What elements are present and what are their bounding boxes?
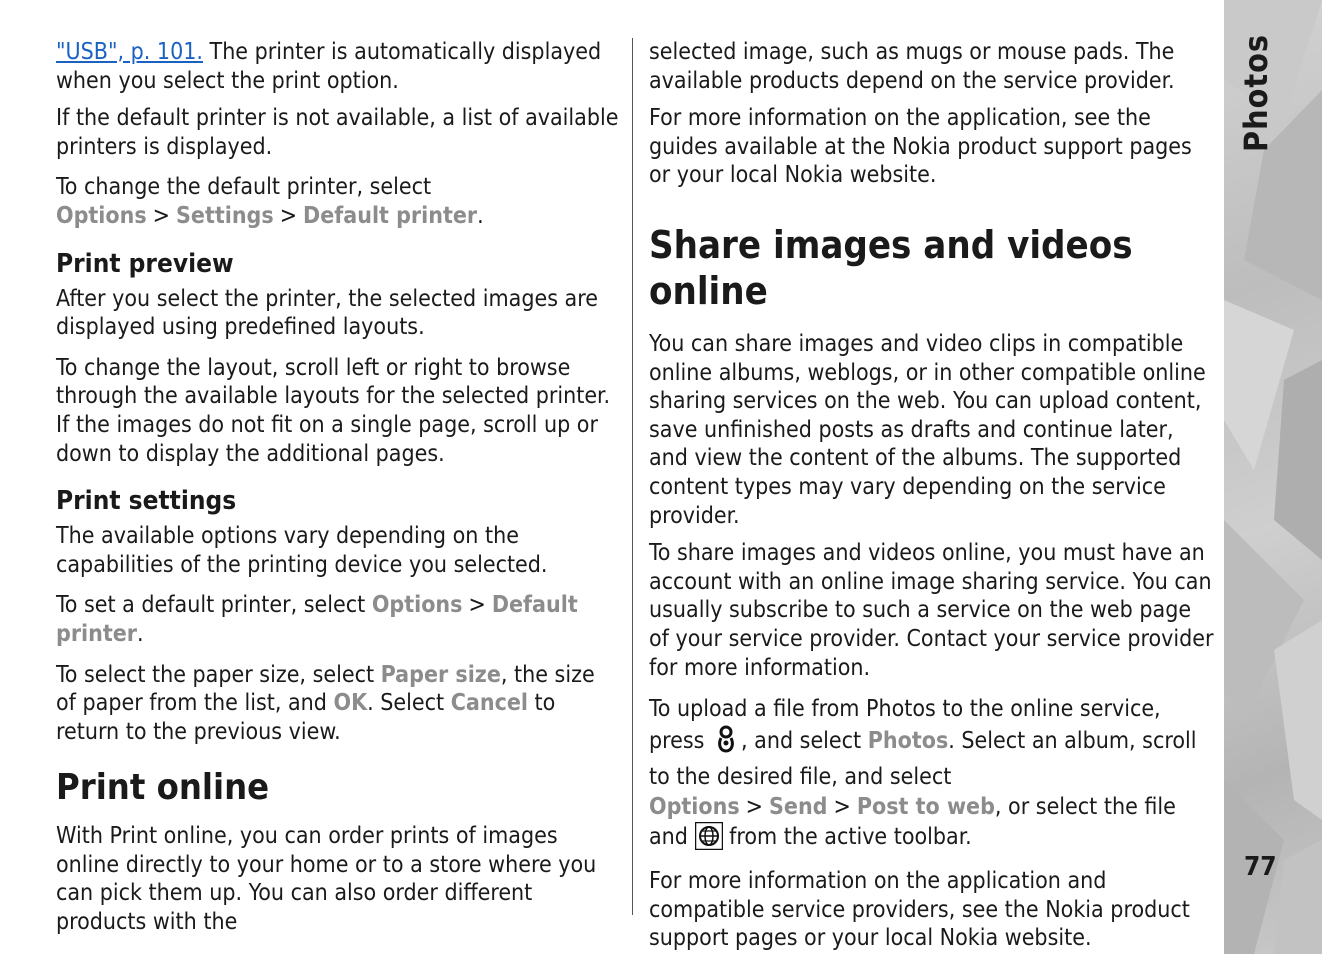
- paragraph-usb-ref: "USB", p. 101. The printer is automatically displayed when you select the print option.: [56, 39, 602, 94]
- menu-paper-size: Paper size: [380, 661, 501, 688]
- page-number: 77: [1244, 852, 1277, 882]
- menu-ok: OK: [333, 690, 368, 717]
- heading-share-online: Share images and videos online: [649, 222, 1133, 313]
- paragraph-print-online: With Print online, you can order prints of images online directly to your home or to a store where you can pick them up. You can also order different products with the: [56, 823, 597, 936]
- menu-settings: Settings: [176, 202, 274, 229]
- section-title: Photos: [1237, 33, 1275, 152]
- menu-send: Send: [769, 794, 828, 821]
- paragraph-more-info: For more information on the application, see the guides available at the Nokia product support pages or your local Nokia website.: [649, 105, 1192, 189]
- paragraph-paper-size: To select the paper size, select Paper size, the size of paper from the list, and OK. Select Cancel to return to the previous view.: [56, 661, 595, 745]
- left-column: [56, 38, 621, 946]
- paragraph-upload: To upload a file from Photos to the online service, press , and select Photos. Select an album, scroll to the desired file, and select Options > Send > Post to web, or select the file and from the active toolbar.: [649, 694, 1214, 858]
- paragraph-options-vary: The available options vary depending on the capabilities of the printing device you selected.: [56, 523, 548, 578]
- menu-cancel: Cancel: [450, 690, 528, 717]
- column-divider: [632, 38, 633, 915]
- paragraph-account: To share images and videos online, you must have an account with an online image sharing service. You can usually subscribe to such a service on the web page of your service provider. Contact your service provider for more information.: [649, 540, 1214, 681]
- usb-link[interactable]: "USB", p. 101.: [56, 39, 203, 65]
- paragraph-preview: After you select the printer, the selected images are displayed using predefined layouts.: [56, 285, 598, 341]
- paragraph-change-printer: To change the default printer, select Options > Settings > Default printer.: [56, 174, 484, 229]
- menu-photos: Photos: [867, 728, 949, 755]
- paragraph-default-printer: If the default printer is not available, a list of available printers is displayed.: [56, 105, 619, 160]
- heading-print-online: Print online: [56, 767, 270, 809]
- menu-options: Options: [649, 794, 740, 821]
- globe-share-icon: [695, 822, 723, 858]
- paragraph-products: selected image, such as mugs or mouse pads. The available products depend on the service provider.: [649, 39, 1175, 94]
- heading-print-settings: Print settings: [56, 486, 237, 517]
- menu-default-printer: Default printer: [303, 202, 478, 229]
- paragraph-set-default: To set a default printer, select Options > Default printer.: [56, 592, 578, 647]
- right-column: [649, 38, 1214, 962]
- paragraph-share-intro: You can share images and video clips in compatible online albums, weblogs, or in other compatible online sharing services on the web. You can upload content, save unfinished posts as drafts and continue later, and view the content of the albums. The supported content types may vary depending on the service provider.: [649, 330, 1206, 529]
- paragraph-more-info-2: For more information on the application and compatible service providers, see the Nokia product support pages or your local Nokia website.: [649, 868, 1190, 952]
- paragraph-layout: To change the layout, scroll left or right to browse through the available layouts for the selected printer. If the images do not fit on a single page, scroll up or down to display the additional pages.: [56, 354, 611, 467]
- menu-default-printer: Default printer: [56, 592, 578, 647]
- menu-key-icon: [711, 724, 741, 762]
- menu-options: Options: [371, 592, 463, 619]
- menu-post-to-web: Post to web: [856, 794, 995, 821]
- heading-print-preview: Print preview: [56, 248, 234, 279]
- menu-options: Options: [56, 202, 147, 229]
